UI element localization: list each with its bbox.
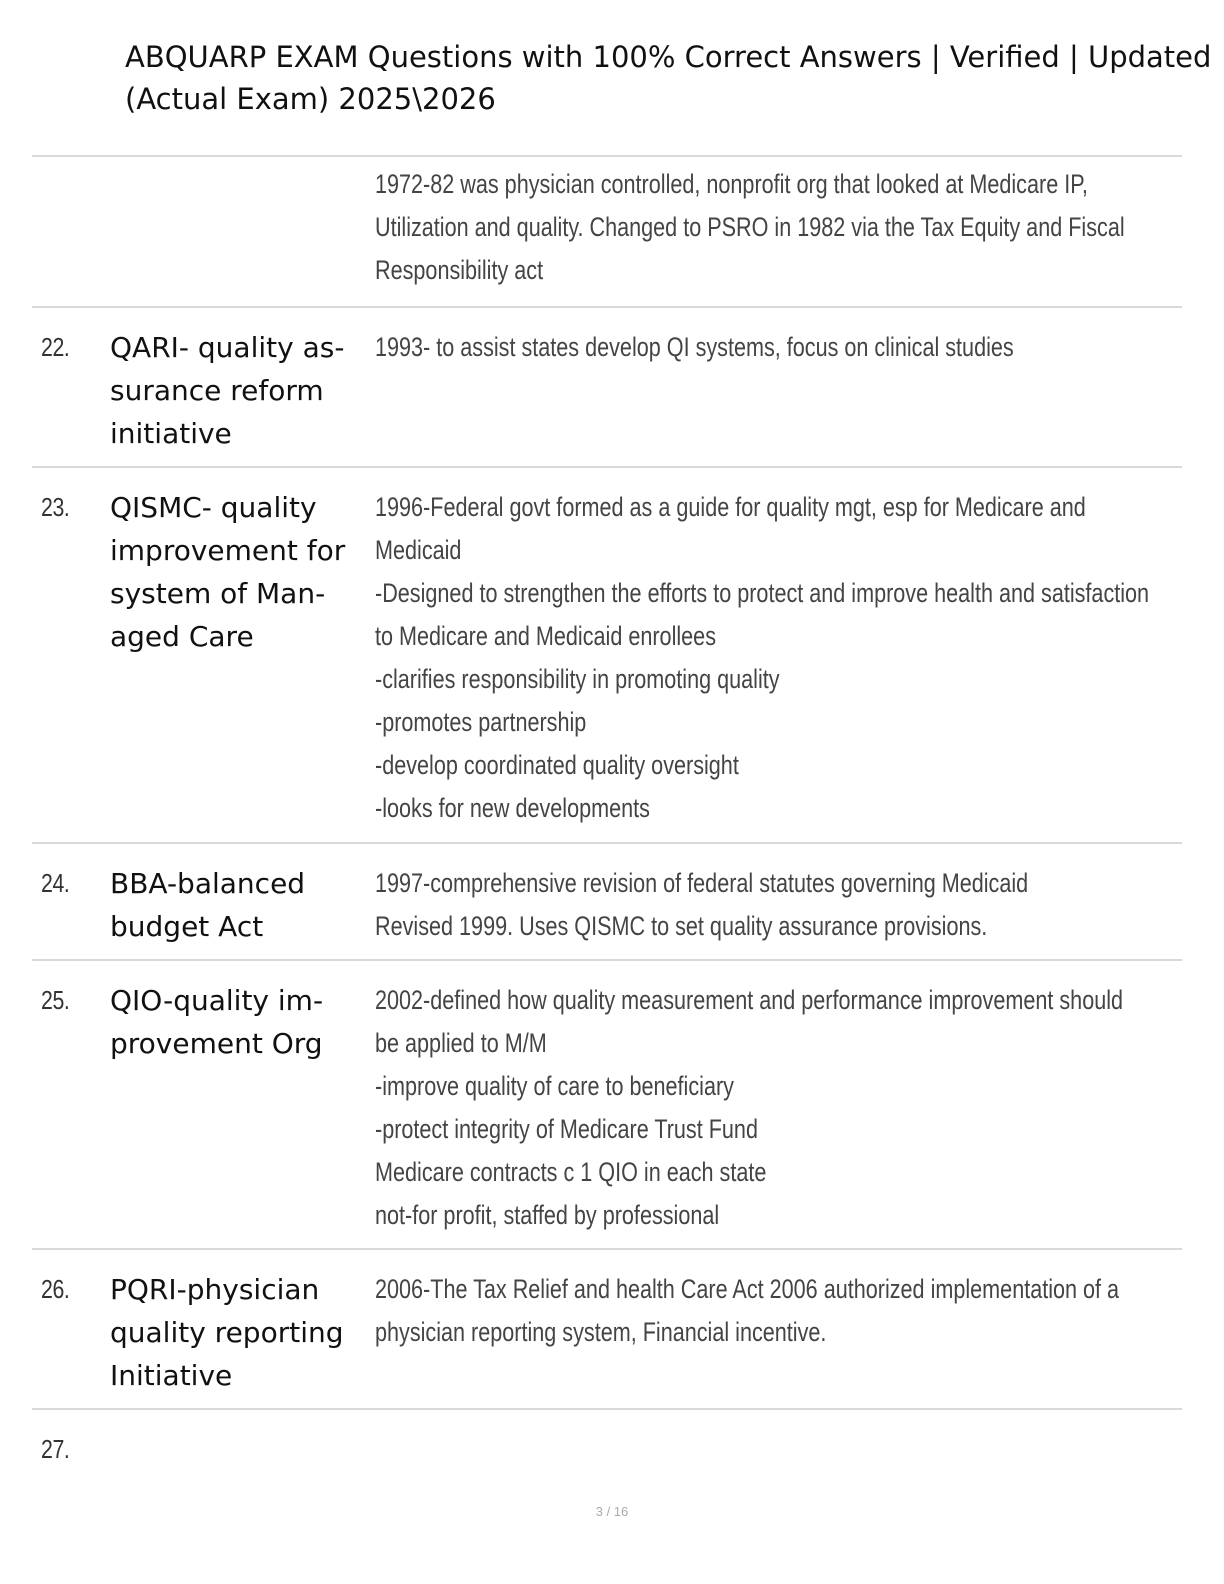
flashcard-table	[32, 155, 1182, 1478]
term-line: system of Man-	[110, 577, 326, 610]
term-line: QARI- quality as-	[110, 331, 345, 364]
table-row	[32, 306, 1182, 466]
table-row	[32, 155, 1182, 306]
page-number: 3 / 16	[595, 1504, 629, 1519]
definition-line: Medicaid	[375, 535, 462, 565]
definition-line: not-for profit, staffed by professional	[375, 1200, 720, 1230]
row-number: 23.	[41, 492, 70, 522]
row-number: 25.	[41, 985, 70, 1015]
definition-line: 1993- to assist states develop QI systems, focus on clinical studies	[375, 332, 1014, 362]
definition-line: Revised 1999. Uses QISMC to set quality assurance provisions.	[375, 911, 988, 941]
definition-line: Utilization and quality. Changed to PSRO in 1982 via the Tax Equity and Fiscal	[375, 212, 1125, 242]
term-line: QISMC- quality	[110, 491, 317, 524]
page-title	[125, 36, 1224, 120]
table-row	[32, 1248, 1182, 1408]
term-line: improvement for	[110, 534, 346, 567]
row-number: 26.	[41, 1274, 70, 1304]
definition-line: 2002-defined how quality measurement and performance improvement should	[375, 985, 1124, 1015]
definition-line: physician reporting system, Financial incentive.	[375, 1317, 827, 1347]
definition-line: -Designed to strengthen the efforts to protect and improve health and satisfaction	[375, 578, 1150, 608]
definition-line: -protect integrity of Medicare Trust Fund	[375, 1114, 758, 1144]
definition-line: 1997-comprehensive revision of federal statutes governing Medicaid	[375, 868, 1029, 898]
table-row	[32, 842, 1182, 959]
definition-line: 2006-The Tax Relief and health Care Act 2006 authorized implementation of a	[375, 1274, 1120, 1304]
term-line: BBA-balanced	[110, 867, 306, 900]
definition-line: 1996-Federal govt formed as a guide for quality mgt, esp for Medicare and	[375, 492, 1086, 522]
table-row	[32, 959, 1182, 1248]
definition-cell	[375, 486, 1175, 830]
page-title-line-1: ABQUARP EXAM Questions with 100% Correct Answers | Verified | Updated	[125, 40, 1212, 74]
term-line: Initiative	[110, 1359, 233, 1392]
definition-cell	[375, 163, 1175, 292]
term-cell	[110, 486, 372, 658]
term-cell	[110, 1268, 372, 1397]
term-cell	[110, 979, 372, 1065]
term-line: QIO-quality im-	[110, 984, 324, 1017]
definition-line: -develop coordinated quality oversight	[375, 750, 739, 780]
definition-line: -improve quality of care to beneficiary	[375, 1071, 734, 1101]
definition-line: be applied to M/M	[375, 1028, 547, 1058]
definition-cell	[375, 862, 1175, 948]
definition-cell	[375, 326, 1175, 369]
row-number: 24.	[41, 868, 70, 898]
definition-cell	[375, 979, 1175, 1237]
row-number: 22.	[41, 332, 70, 362]
definition-line: to Medicare and Medicaid enrollees	[375, 621, 716, 651]
page-title-line-2: (Actual Exam) 2025\2026	[125, 82, 496, 116]
term-line: aged Care	[110, 620, 254, 653]
term-line: initiative	[110, 417, 232, 450]
definition-line: -looks for new developments	[375, 793, 650, 823]
term-line: PQRI-physician	[110, 1273, 320, 1306]
row-number: 27.	[41, 1434, 70, 1464]
definition-line: Medicare contracts c 1 QIO in each state	[375, 1157, 767, 1187]
definition-line: -clarifies responsibility in promoting quality	[375, 664, 780, 694]
term-cell	[110, 862, 372, 948]
definition-line: -promotes partnership	[375, 707, 587, 737]
term-line: budget Act	[110, 910, 264, 943]
definition-line: Responsibility act	[375, 255, 544, 285]
table-row	[32, 466, 1182, 842]
definition-cell	[375, 1268, 1175, 1354]
definition-line: 1972-82 was physician controlled, nonprofit org that looked at Medicare IP,	[375, 169, 1088, 199]
term-line: quality reporting	[110, 1316, 344, 1349]
term-line: surance reform	[110, 374, 324, 407]
term-line: provement Org	[110, 1027, 323, 1060]
table-row	[32, 1408, 1182, 1478]
term-cell	[110, 326, 372, 455]
